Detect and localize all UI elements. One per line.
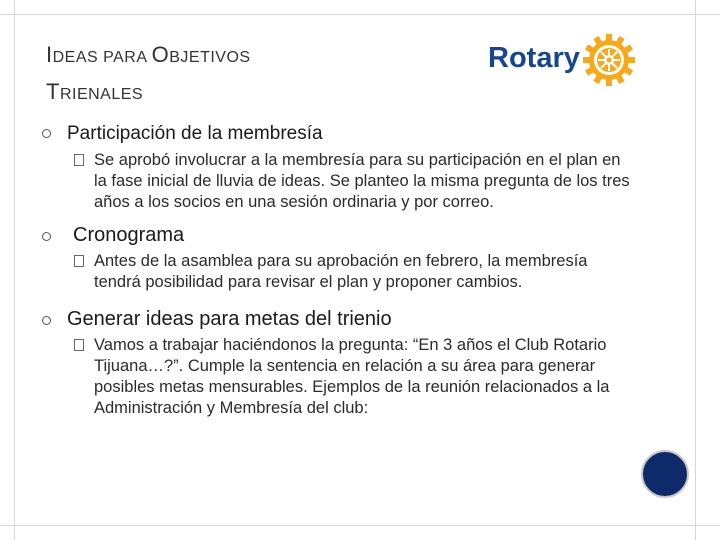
bullet-heading: Participación de la membresía bbox=[67, 123, 323, 144]
sub-bullet-participacion bbox=[42, 150, 632, 213]
sub-bullet-generar-ideas bbox=[42, 335, 632, 419]
sub-bullet-text: Se aprobó involucrar a la membresía para su participación en el plan en la fase inicial de lluvia de ideas. Se planteo la misma pregunta de los tres años a los socios en una sesión ordinaria y por correo. bbox=[94, 151, 630, 211]
bullet-circle-icon bbox=[42, 316, 51, 325]
frame-right-line bbox=[695, 0, 696, 540]
title-part: O bbox=[151, 42, 170, 67]
bullet-circle-icon bbox=[42, 129, 51, 138]
frame-top-line bbox=[0, 14, 720, 15]
sub-bullet-cronograma bbox=[42, 251, 632, 293]
circle-nav-icon[interactable] bbox=[641, 450, 689, 498]
slide-body bbox=[42, 120, 632, 419]
sub-bullet-square-icon bbox=[74, 255, 84, 267]
slide-title bbox=[46, 38, 466, 112]
sub-bullet-square-icon bbox=[74, 339, 84, 351]
rotary-logo bbox=[488, 30, 648, 92]
title-part: T bbox=[46, 79, 60, 104]
bullet-generar-ideas bbox=[42, 305, 632, 333]
bullet-circle-icon bbox=[42, 232, 51, 241]
title-part: I bbox=[46, 42, 53, 67]
sub-bullet-text: Vamos a trabajar haciéndonos la pregunta: “En 3 años el Club Rotario Tijuana…?”. Cumple la sentencia en relación a su área para generar posibles metas mensurables. Ejemplos de la reunión relacionados a la Administración y Membresía del club: bbox=[94, 336, 610, 417]
title-part: BJETIVOS bbox=[169, 49, 251, 66]
title-part: DEAS PARA bbox=[52, 49, 152, 66]
frame-bottom-line bbox=[0, 525, 720, 526]
sub-bullet-text: Antes de la asamblea para su aprobación en febrero, la membresía tendrá posibilidad para revisar el plan y proponer cambios. bbox=[94, 252, 588, 291]
frame-left-line bbox=[14, 0, 15, 540]
bullet-heading: Generar ideas para metas del trienio bbox=[67, 308, 392, 330]
rotary-logo-text: Rotary bbox=[488, 42, 580, 74]
sub-bullet-square-icon bbox=[74, 154, 84, 166]
bullet-participacion bbox=[42, 120, 632, 148]
rotary-wheel-icon bbox=[583, 34, 635, 86]
bullet-heading: Cronograma bbox=[73, 224, 185, 246]
bullet-cronograma bbox=[42, 221, 632, 249]
title-part: RIENALES bbox=[59, 86, 144, 103]
